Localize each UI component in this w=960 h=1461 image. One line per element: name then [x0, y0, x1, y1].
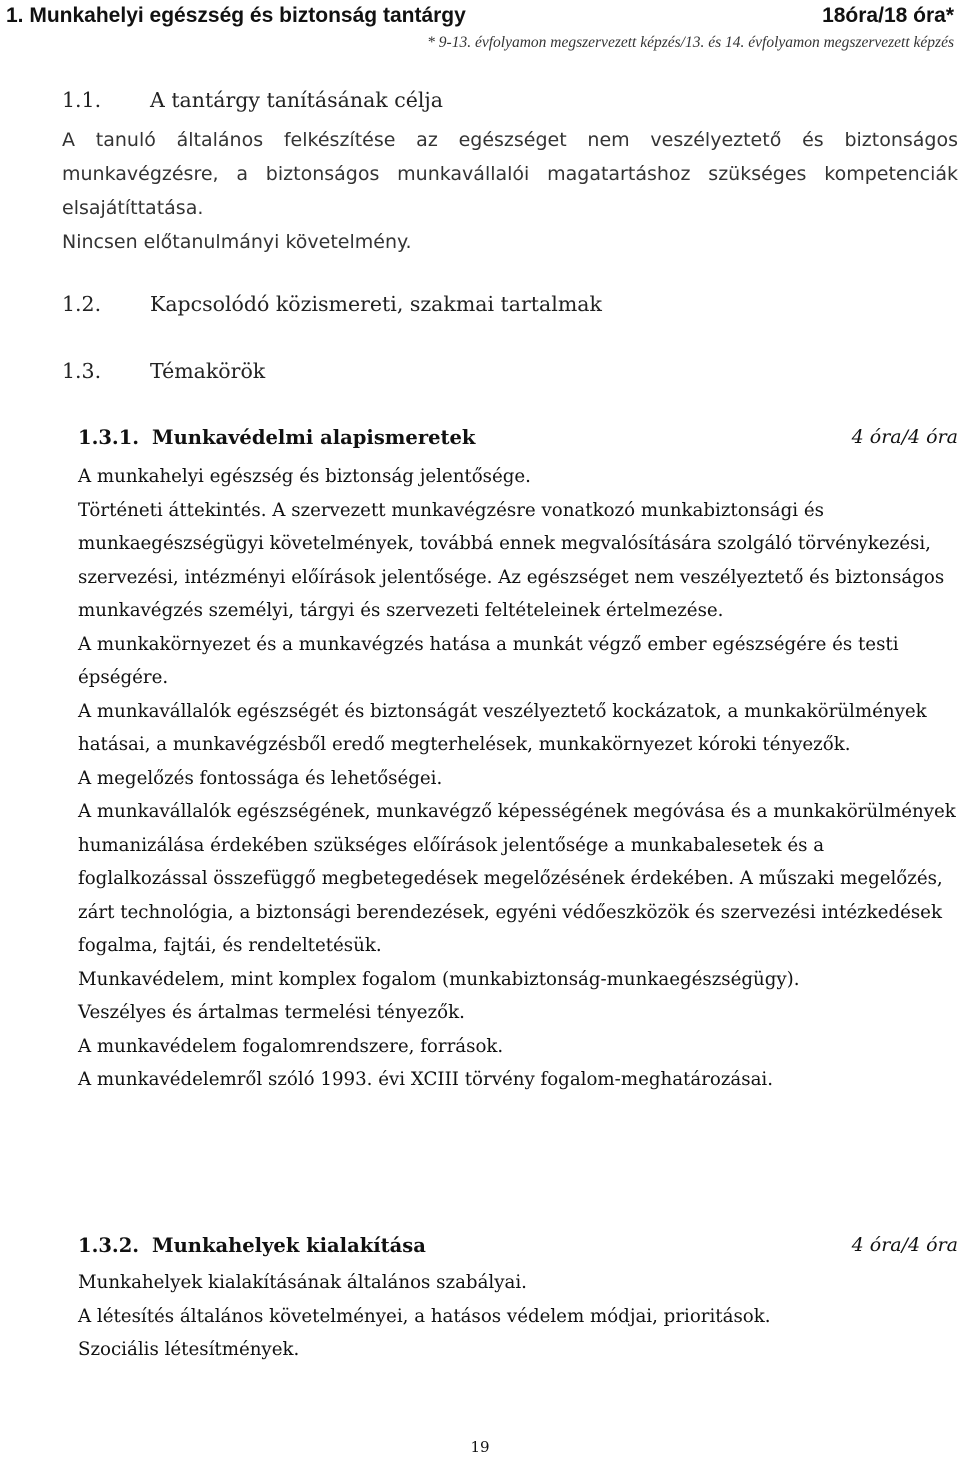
section-1-1-heading: [62, 88, 443, 112]
topic-paragraph: Munkahelyek kialakításának általános szabályai.: [78, 1272, 527, 1293]
topic-title: Munkahelyek kialakítása: [152, 1234, 426, 1257]
topic-number: 1.3.2.: [78, 1234, 140, 1257]
topic-paragraph: A munkavédelem fogalomrendszere, források.: [78, 1035, 504, 1057]
topic-paragraph: Munkavédelem, mint komplex fogalom (munkabiztonság-munkaegészségügy).: [78, 968, 800, 990]
section-1-3-heading: [62, 359, 265, 383]
section-title: Kapcsolódó közismereti, szakmai tartalmak: [150, 292, 602, 316]
topic-paragraph: Veszélyes és ártalmas termelési tényezők.: [78, 1002, 465, 1023]
topic-paragraph: A munkavédelemről szóló 1993. évi XCIII törvény fogalom-meghatározásai.: [78, 1069, 774, 1090]
section-1-2-heading: [62, 292, 602, 316]
topic-number: 1.3.1.: [78, 426, 140, 449]
topic-paragraph: Szociális létesítmények.: [78, 1339, 300, 1360]
topic-title: Munkavédelmi alapismeretek: [152, 426, 476, 449]
topic-paragraph: A munkakörnyezet és a munkavégzés hatása a munkát végző ember egészségére és testi épségére.: [78, 633, 899, 688]
topic-paragraph: A megelőzés fontossága és lehetőségei.: [78, 767, 443, 789]
subject-hours-footnote: * 9-13. évfolyamon megszervezett képzés/13. és 14. évfolyamon megszervezett képzés: [427, 34, 954, 51]
topic-hours: 4 óra/4 óra: [851, 1234, 958, 1256]
topic-paragraph: A munkahelyi egészség és biztonság jelentősége.: [78, 466, 531, 487]
topic-hours: 4 óra/4 óra: [851, 426, 958, 448]
topic-paragraph: Történeti áttekintés. A szervezett munkavégzésre vonatkozó munkabiztonsági és munkaegészségügyi követelmények, továbbá ennek megvalósítására szolgáló törvénykezési, szervezési, intézményi előírások jelentősége. Az egészséget nem veszélyeztető és biztonságos munkavégzés személyi, tárgyi és szervezeti feltételeinek értelmezése.: [78, 499, 945, 621]
topic-paragraph: A munkavállalók egészségének, munkavégző képességének megóvása és a munkakörülmények humanizálása érdekében szükséges előírások jelentősége a munkabalesetek és a foglalkozással összefüggő megbetegedések megelőzésének érdekében. A műszaki megelőzés, zárt technológia, a biztonsági berendezések, egyéni védőeszközök és szervezési intézkedések fogalma, fajtái, és rendeltetésük.: [78, 801, 956, 956]
section-1-1-note: Nincsen előtanulmányi követelmény.: [62, 231, 412, 253]
page-number: 19: [470, 1438, 490, 1456]
section-number: 1.3.: [62, 359, 102, 383]
topic-1-heading: [78, 426, 958, 460]
section-title: A tantárgy tanításának célja: [150, 88, 443, 112]
topic-2-heading: [78, 1234, 958, 1268]
section-1-1-paragraph: A tanuló általános felkészítése az egészséget nem veszélyeztető és biztonságos munkavégzésre, a biztonságos munkavállalói magatartáshoz szükséges kompetenciák elsajátíttatása.: [62, 129, 958, 219]
section-1-1-body: [62, 123, 958, 259]
section-number: 1.1.: [62, 88, 102, 112]
subject-title: 1. Munkahelyi egészség és biztonság tantárgy: [6, 4, 466, 27]
section-number: 1.2.: [62, 292, 102, 316]
section-title: Témakörök: [150, 359, 266, 383]
topic-paragraph: A munkavállalók egészségét és biztonságát veszélyeztető kockázatok, a munkakörülmények hatásai, a munkavégzésből eredő megterhelések, munkakörnyezet kóroki tényezők.: [78, 700, 927, 755]
topic-2-body: [78, 1266, 958, 1367]
topic-paragraph: A létesítés általános követelményei, a hatásos védelem módjai, prioritások.: [78, 1305, 771, 1327]
subject-hours: 18óra/18 óra*: [822, 4, 954, 27]
subject-header: [6, 2, 954, 32]
topic-1-body: [78, 460, 958, 1097]
